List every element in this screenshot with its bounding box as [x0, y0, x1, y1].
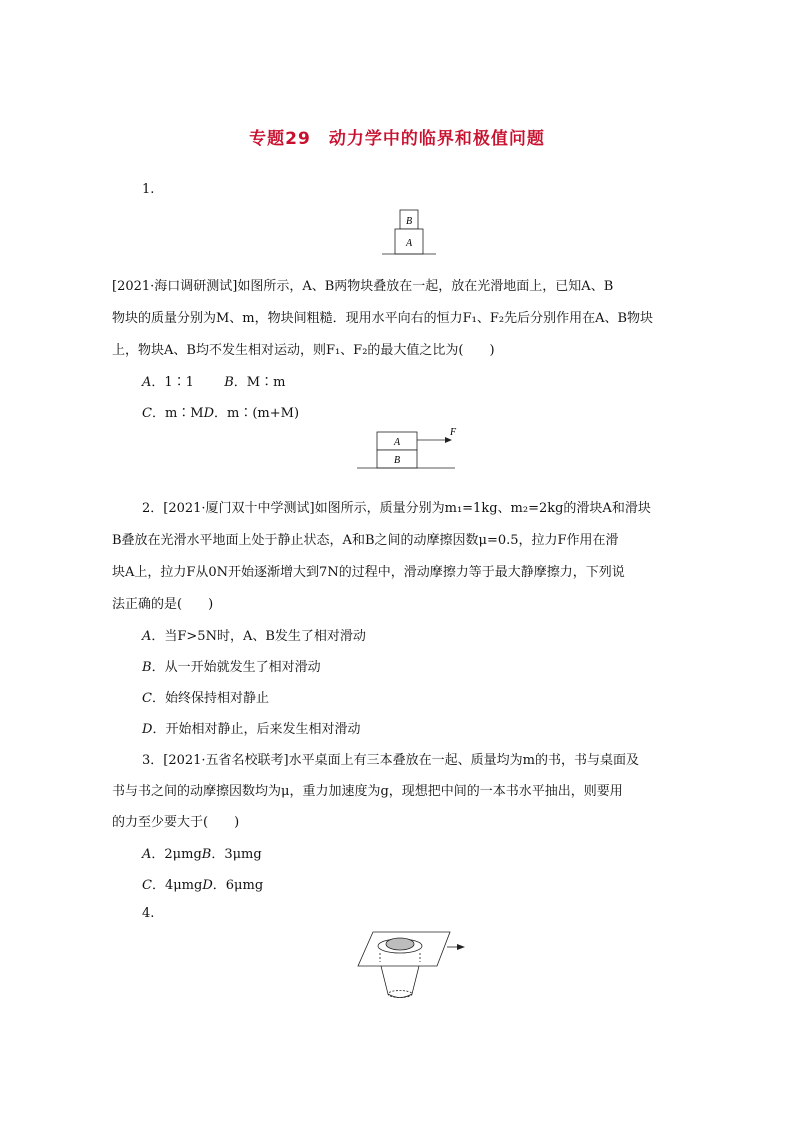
q1-text-line-3: 上，物块A、B均不发生相对运动，则F₁、F₂的最大值之比为( ) [112, 343, 495, 358]
q2-option-b [142, 656, 321, 675]
q1-text-line-2: 物块的质量分别为M、m，物块间粗糙．现用水平向右的恒力F₁、F₂先后分别作用在A、B物块 [112, 311, 654, 326]
option-c-label: C [142, 691, 152, 706]
option-a-text: ．2μmg [151, 847, 202, 862]
q2-text-line-1: 2．[2021·厦门双十中学测试]如图所示，质量分别为m₁=1kg、m₂=2kg的滑块A和滑块 [142, 501, 651, 516]
q3-text-line-2: 书与书之间的动摩擦因数均为μ，重力加速度为g，现想把中间的一本书水平抽出，则要用 [112, 784, 623, 799]
option-a-text: ．1∶1 [151, 375, 194, 390]
page-title: 专题29 动力学中的临界和极值问题 [249, 129, 545, 149]
q2-text-line-3: 块A上，拉力F从0N开始逐渐增大到7N的过程中，滑动摩擦力等于最大静摩擦力，下列说 [112, 565, 625, 580]
q1-number: 1. [142, 182, 155, 197]
option-d-label: D [142, 722, 153, 737]
block-label-a: A [394, 437, 401, 448]
q3-text-line-1: 3．[2021·五省名校联考]水平桌面上有三本叠放在一起、质量均为m的书，书与桌面及 [142, 753, 639, 768]
option-b-label: B [142, 660, 152, 675]
option-d-label: D [202, 878, 213, 893]
force-label-f: F [450, 427, 457, 438]
q2-option-d [142, 718, 360, 737]
option-a-label: A [142, 629, 152, 644]
block-label-b: B [394, 455, 401, 466]
q1-figure-stacked-blocks [380, 208, 440, 258]
q2-text-line-4: 法正确的是( ) [112, 597, 214, 612]
option-a-label: A [142, 375, 152, 390]
option-b-text: ．3μmg [211, 847, 262, 862]
option-b-label: B [224, 375, 234, 390]
option-c-label: C [142, 878, 152, 893]
option-c-text: ．4μmg [151, 878, 203, 893]
block-label-a: A [406, 238, 413, 249]
option-a-text: ．当F>5N时，A、B发生了相对滑动 [151, 629, 366, 644]
q4-number: 4. [142, 906, 155, 921]
option-d-text: ．6μmg [212, 878, 264, 893]
option-c-label: C [142, 406, 152, 421]
option-d-text: ．开始相对静止，后来发生相对滑动 [152, 722, 361, 737]
option-d-text: ．m∶(m+M) [214, 406, 300, 421]
q3-text-line-3: 的力至少要大于( ) [112, 815, 240, 830]
q1-text-line-1: [2021·海口调研测试]如图所示，A、B两物块叠放在一起，放在光滑地面上，已知A、B [112, 279, 614, 294]
q2-option-a [142, 625, 366, 644]
q2-option-c [142, 687, 269, 706]
q2-text-line-2: B叠放在光滑水平地面上处于静止状态，A和B之间的动摩擦因数μ=0.5，拉力F作用在滑 [112, 533, 619, 548]
option-b-text: ．M∶m [233, 375, 286, 390]
option-b-label: B [201, 847, 212, 862]
option-d-label: D [203, 406, 215, 421]
q1-options-cd [142, 402, 299, 421]
block-label-b: B [406, 216, 413, 227]
q1-figure-force-diagram [355, 425, 465, 475]
option-b-text: ．从一开始就发生了相对滑动 [151, 660, 321, 675]
option-c-text: ．始终保持相对静止 [151, 691, 269, 706]
q3-options-ab [142, 843, 262, 862]
q1-options-ab [142, 371, 285, 390]
option-a-label: A [142, 847, 152, 862]
q4-figure-cup-card-coin [355, 928, 470, 1003]
option-c-text: ．m∶M [151, 406, 204, 421]
q3-options-cd [142, 874, 263, 893]
